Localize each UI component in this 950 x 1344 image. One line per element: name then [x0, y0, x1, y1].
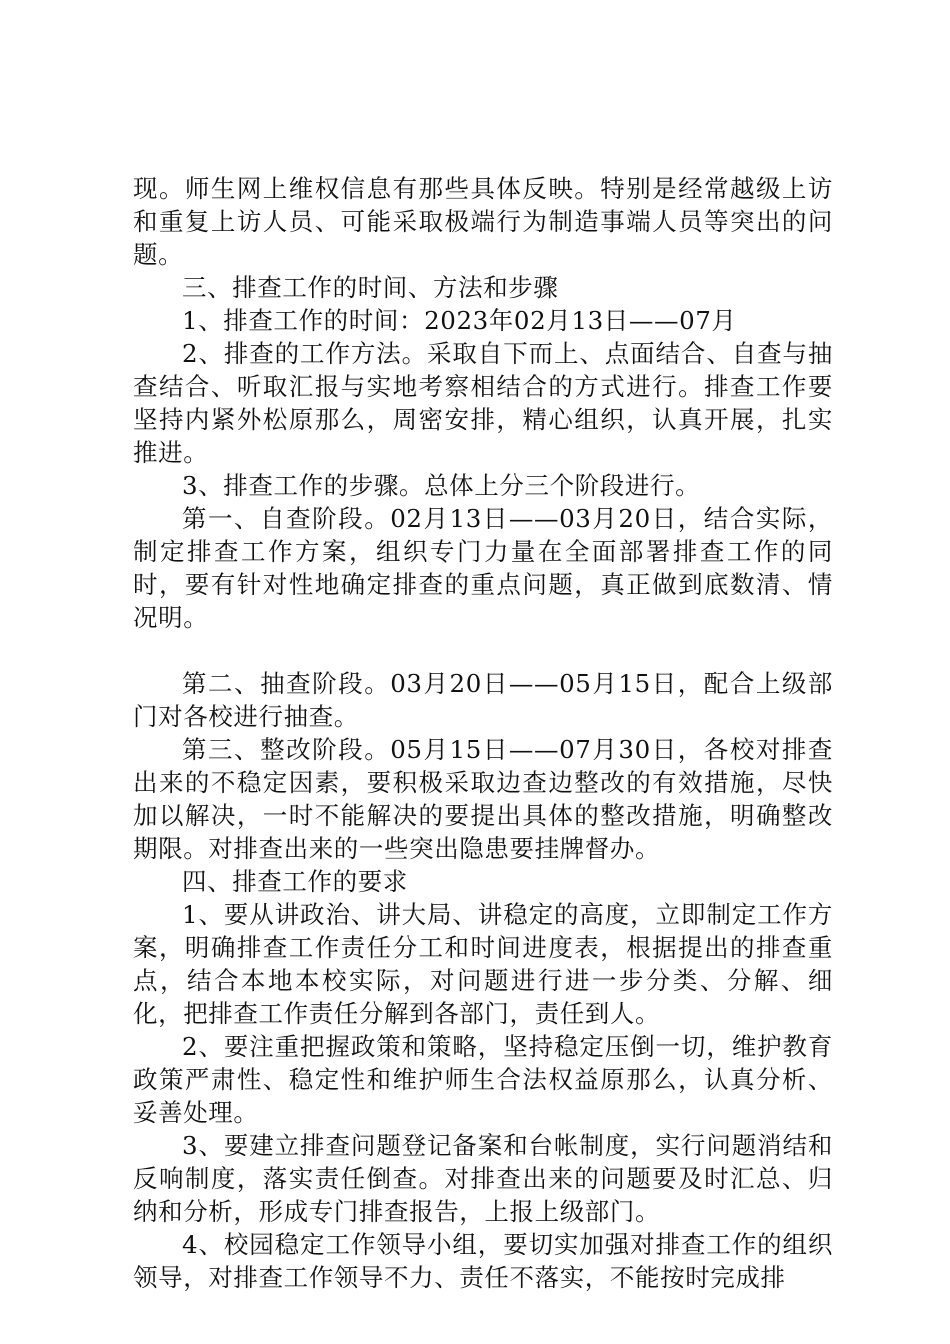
- paragraph-time: 1、排查工作的时间：2023年02月13日——07月: [182, 306, 737, 335]
- paragraph-stage-3: 第三、整改阶段。05月15日——07月30日，各校对排查出来的不稳定因素，要积极采取边查边整改的有效措施，尽快加以解决，一时不能解决的要提出具体的整改措施，明确整改期限。对排查出来的一些突出隐患要挂牌督办。: [133, 735, 833, 863]
- paragraph-stage-2: 第二、抽查阶段。03月20日——05月15日，配合上级部门对各校进行抽查。: [133, 669, 833, 731]
- paragraph-requirement-1: 1、要从讲政治、讲大局、讲稳定的高度，立即制定工作方案，明确排查工作责任分工和时间进度表，根据提出的排查重点，结合本地本校实际，对问题进行进一步分类、分解、细化，把排查工作责任分解到各部门，责任到人。: [133, 900, 833, 1028]
- paragraph-stage-1: 第一、自查阶段。02月13日——03月20日，结合实际，制定排查工作方案，组织专门力量在全面部署排查工作的同时，要有针对性地确定排查的重点问题，真正做到底数清、情况明。: [133, 504, 833, 632]
- paragraph-method: 2、排查的工作方法。采取自下而上、点面结合、自查与抽查结合、听取汇报与实地考察相结合的方式进行。排查工作要坚持内紧外松原那么，周密安排，精心组织，认真开展，扎实推进。: [133, 339, 833, 467]
- paragraph-requirement-3: 3、要建立排查问题登记备案和台帐制度，实行问题消结和反响制度，落实责任倒查。对排查出来的问题要及时汇总、归纳和分析，形成专门排查报告，上报上级部门。: [133, 1131, 833, 1226]
- document-body: [133, 172, 833, 1294]
- paragraph-continuation: 现。师生网上维权信息有那些具体反映。特别是经常越级上访和重复上访人员、可能采取极端行为制造事端人员等突出的问题。: [133, 174, 833, 269]
- paragraph-requirement-4: 4、校园稳定工作领导小组，要切实加强对排查工作的组织领导，对排查工作领导不力、责任不落实，不能按时完成排: [133, 1230, 833, 1292]
- section-heading-3: 三、排查工作的时间、方法和步骤: [182, 273, 559, 302]
- paragraph-steps: 3、排查工作的步骤。总体上分三个阶段进行。: [182, 471, 701, 500]
- section-heading-4: 四、排查工作的要求: [182, 867, 408, 896]
- paragraph-requirement-2: 2、要注重把握政策和策略，坚持稳定压倒一切，维护教育政策严肃性、稳定性和维护师生合法权益原那么，认真分析、妥善处理。: [133, 1032, 833, 1127]
